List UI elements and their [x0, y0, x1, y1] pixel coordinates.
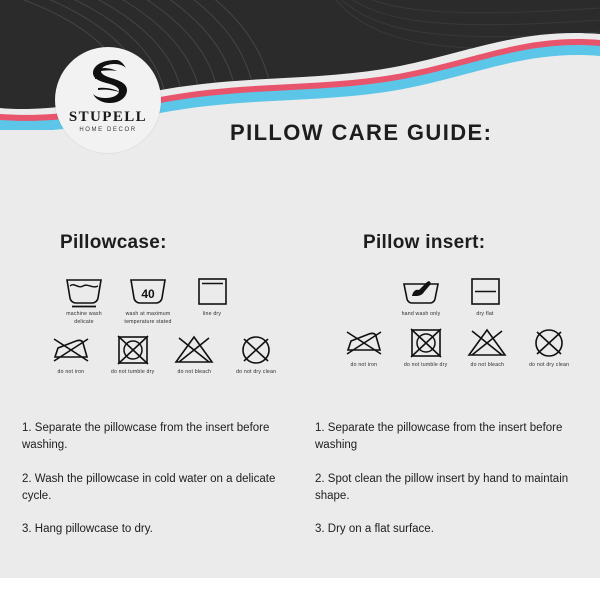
- do-not-bleach-icon: [172, 334, 216, 366]
- symbol-line-dry: [180, 276, 244, 319]
- do-not-dry-clean-icon: [234, 334, 278, 366]
- symbol-do-not-dry-clean: [518, 327, 580, 370]
- symbol-dry-flat: [453, 276, 517, 319]
- symbol-caption: do not tumble dry: [403, 361, 448, 368]
- hand-wash-only-icon: [399, 276, 443, 308]
- do-not-dry-clean-icon: [527, 327, 571, 359]
- do-not-iron-icon: [49, 334, 93, 366]
- symbol-caption: machine wash delicate: [66, 311, 102, 325]
- svg-text:40: 40: [141, 287, 155, 301]
- swoosh-icon: [85, 57, 131, 105]
- symbol-machine-wash-delicate: [52, 276, 116, 326]
- symbol-row-primary: [22, 276, 287, 326]
- section-heading: Pillow insert:: [363, 232, 486, 253]
- section-heading: Pillowcase:: [60, 232, 167, 253]
- symbol-do-not-dry-clean: [225, 334, 287, 377]
- stupell-swoosh-logo: [55, 57, 161, 110]
- symbol-row-secondary: [315, 327, 580, 370]
- pillow-insert-section: [315, 232, 580, 369]
- instruction-line: 1. Separate the pillowcase from the insert before washing.: [22, 422, 270, 452]
- symbol-caption: wash at maximum temperature stated: [124, 311, 172, 325]
- symbol-caption: do not dry clean: [529, 361, 570, 368]
- symbol-do-not-iron: [40, 334, 102, 377]
- brand-name: STUPELL: [68, 109, 148, 125]
- pillowcase-instructions: [22, 420, 302, 554]
- wash-max-temperature-40-icon: [126, 276, 170, 308]
- symbol-caption: hand wash only: [401, 311, 441, 317]
- symbol-caption: do not iron: [57, 369, 85, 376]
- symbol-row-primary: [315, 276, 580, 319]
- instruction-line: 3. Hang pillowcase to dry.: [22, 523, 153, 535]
- brand-logo-badge: [55, 47, 161, 153]
- brand-tagline: HOME DECOR: [79, 127, 137, 133]
- do-not-tumble-dry-icon: [404, 327, 448, 359]
- symbol-caption: do not bleach: [470, 361, 505, 368]
- page-title: PILLOW CARE GUIDE:: [230, 120, 493, 145]
- instruction-line: 2. Spot clean the pillow insert by hand to maintain shape.: [315, 472, 569, 502]
- instruction-line: 1. Separate the pillowcase from the insert before washing: [315, 422, 563, 452]
- do-not-bleach-icon: [465, 327, 509, 359]
- symbol-caption: do not tumble dry: [110, 369, 155, 376]
- pillowcase-section: [22, 232, 287, 377]
- symbol-row-secondary: [22, 334, 287, 377]
- symbol-do-not-bleach: [164, 334, 226, 377]
- line-dry-icon: [190, 276, 234, 308]
- symbol-caption: do not dry clean: [236, 369, 277, 376]
- dry-flat-icon: [463, 276, 507, 308]
- machine-wash-delicate-icon: [62, 276, 106, 308]
- instruction-line: 3. Dry on a flat surface.: [315, 523, 434, 535]
- do-not-iron-icon: [342, 327, 386, 359]
- pillow-insert-instructions: [315, 420, 595, 554]
- symbol-do-not-bleach: [457, 327, 519, 370]
- symbol-caption: do not bleach: [177, 369, 212, 376]
- symbol-do-not-tumble-dry: [395, 327, 457, 370]
- symbol-do-not-tumble-dry: [102, 334, 164, 377]
- bottom-white-band: [0, 578, 600, 600]
- symbol-hand-wash-only: [389, 276, 453, 319]
- do-not-tumble-dry-icon: [111, 334, 155, 366]
- symbol-caption: do not iron: [350, 361, 378, 368]
- instruction-line: 2. Wash the pillowcase in cold water on a delicate cycle.: [22, 472, 276, 502]
- symbol-caption: line dry: [202, 311, 222, 317]
- symbol-caption: dry flat: [476, 311, 494, 317]
- symbol-do-not-iron: [333, 327, 395, 370]
- symbol-wash-max-temperature: [116, 276, 180, 326]
